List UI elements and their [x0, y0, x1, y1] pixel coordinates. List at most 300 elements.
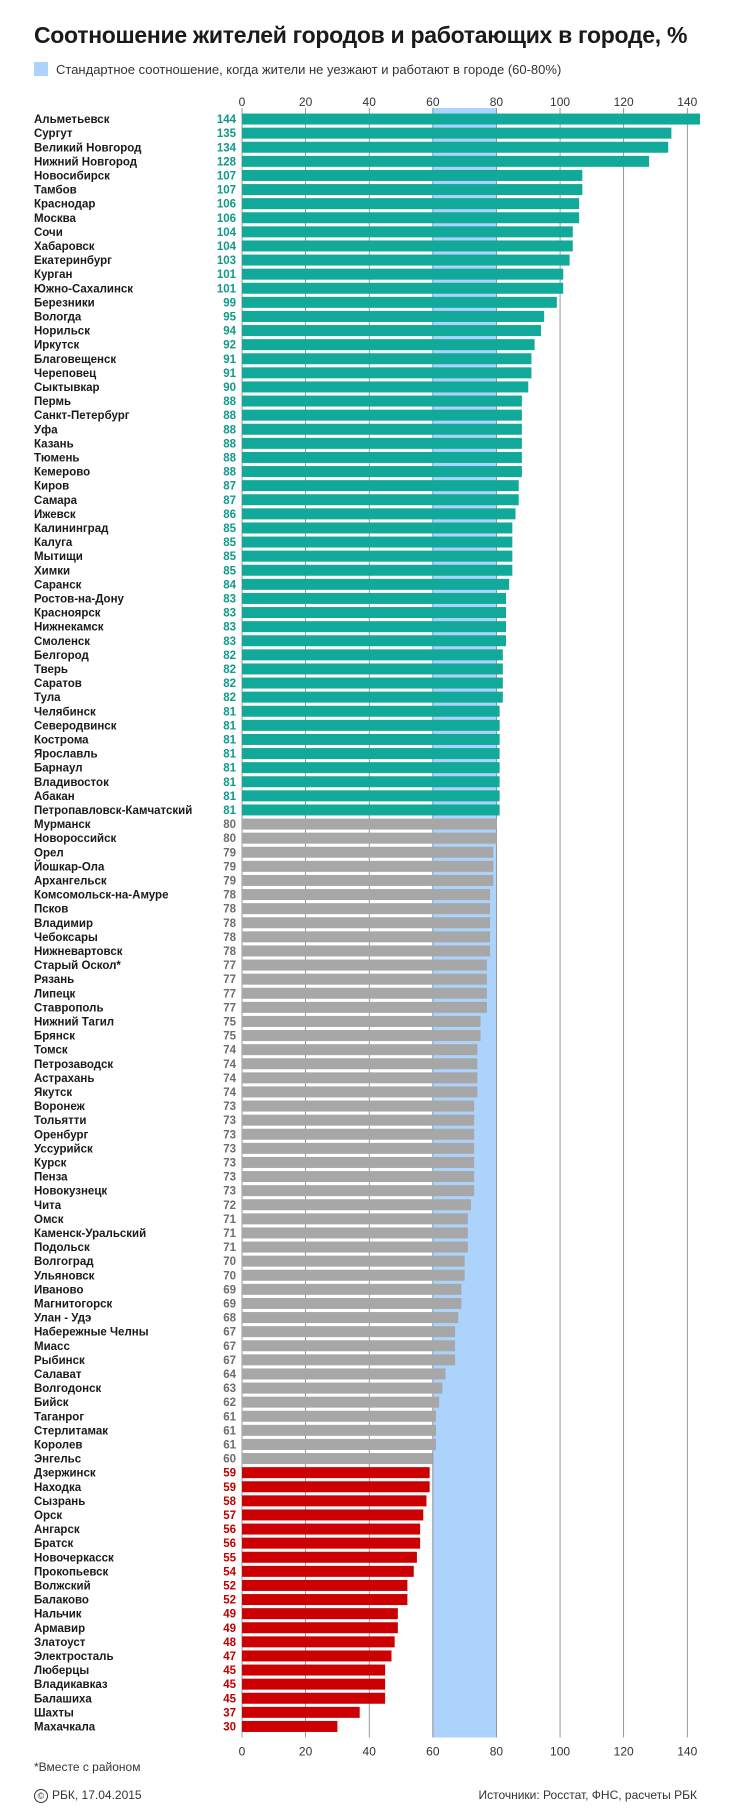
value-label: 72 [223, 1199, 236, 1212]
category-label: Салават [34, 1369, 82, 1381]
bar [242, 734, 500, 745]
bar [242, 156, 649, 167]
value-label: 79 [223, 861, 236, 874]
value-label: 73 [223, 1115, 236, 1128]
category-label: Астрахань [34, 1072, 95, 1085]
value-label: 91 [223, 353, 236, 366]
value-label: 74 [223, 1044, 236, 1057]
value-label: 75 [223, 1030, 236, 1043]
value-label: 71 [223, 1228, 236, 1240]
bar [242, 903, 490, 914]
bar [242, 367, 531, 378]
bar [242, 297, 557, 308]
value-label: 88 [223, 410, 236, 423]
category-label: Тула [34, 692, 61, 705]
bar [242, 776, 500, 787]
value-label: 77 [223, 974, 236, 987]
bar [242, 833, 496, 844]
value-label: 92 [223, 339, 236, 352]
value-label: 78 [223, 889, 236, 902]
value-label: 73 [223, 1157, 236, 1170]
value-label: 88 [223, 452, 236, 465]
category-label: Шахты [34, 1707, 74, 1720]
bar [242, 1383, 442, 1394]
category-label: Новороссийск [34, 833, 117, 846]
bar [242, 480, 519, 491]
value-label: 69 [223, 1298, 236, 1311]
category-label: Пенза [34, 1171, 68, 1184]
value-label: 63 [223, 1383, 236, 1396]
bar [242, 931, 490, 942]
value-label: 75 [223, 1016, 236, 1029]
x-tick-label-top: 80 [489, 95, 504, 109]
category-label: Санкт-Петербург [34, 410, 130, 423]
category-label: Чебоксары [34, 931, 98, 944]
value-label: 88 [223, 466, 236, 479]
value-label: 104 [216, 241, 236, 253]
category-label: Прокопьевск [34, 1566, 109, 1579]
category-label: Орск [34, 1510, 63, 1522]
value-label: 68 [223, 1312, 236, 1325]
bar [242, 720, 500, 731]
value-label: 90 [223, 382, 236, 394]
value-label: 81 [223, 748, 236, 761]
category-label: Иваново [34, 1284, 84, 1297]
value-label: 106 [216, 212, 236, 225]
value-label: 45 [223, 1693, 236, 1706]
value-label: 52 [223, 1594, 236, 1607]
category-label: Новосибирск [34, 170, 110, 183]
bar [242, 692, 503, 703]
bar [242, 565, 512, 576]
bar [242, 170, 582, 181]
value-label: 135 [216, 128, 236, 141]
category-label: Череповец [34, 367, 97, 380]
category-label: Бийск [34, 1397, 69, 1410]
category-label: Тюмень [34, 452, 80, 465]
category-label: Калининград [34, 523, 109, 535]
bar [242, 1665, 385, 1676]
category-label: Казань [34, 438, 74, 451]
bar [242, 381, 528, 392]
bar [242, 269, 563, 280]
value-label: 88 [223, 438, 236, 451]
bar [242, 1538, 420, 1549]
category-label: Сочи [34, 226, 63, 239]
bar [242, 1129, 474, 1140]
category-label: Владикавказ [34, 1679, 108, 1692]
category-label: Магнитогорск [34, 1298, 113, 1311]
bar [242, 494, 519, 505]
category-label: Находка [34, 1481, 82, 1494]
bar [242, 579, 509, 590]
bar [242, 847, 493, 858]
category-label: Брянск [34, 1030, 75, 1043]
x-tick-label-bottom: 140 [677, 1744, 698, 1759]
category-label: Владимир [34, 917, 93, 930]
bar [242, 1580, 407, 1591]
category-label: Набережные Челны [34, 1326, 149, 1339]
bar [242, 917, 490, 928]
value-label: 82 [223, 664, 236, 676]
value-label: 83 [223, 607, 236, 620]
category-label: Рыбинск [34, 1354, 85, 1367]
x-tick-label-bottom: 80 [489, 1744, 504, 1759]
bar [242, 1101, 474, 1112]
category-label: Ульяновск [34, 1270, 95, 1283]
bar [242, 396, 522, 407]
value-label: 73 [223, 1143, 236, 1156]
category-label: Петропавловск-Камчатский [34, 805, 193, 817]
value-label: 58 [223, 1495, 236, 1508]
x-tick-label-top: 0 [238, 95, 246, 109]
value-label: 30 [223, 1721, 236, 1734]
credit-text: РБК, 17.04.2015 [52, 1788, 142, 1802]
bar [242, 593, 506, 604]
value-label: 67 [223, 1354, 236, 1367]
bar [242, 325, 541, 336]
bar [242, 988, 487, 999]
value-label: 80 [223, 833, 236, 846]
x-tick-label-top: 60 [426, 95, 440, 109]
value-label: 84 [223, 579, 236, 592]
value-label: 106 [216, 198, 236, 211]
value-label: 81 [223, 790, 236, 803]
category-label: Воронеж [34, 1101, 85, 1114]
category-label: Якутск [34, 1087, 73, 1099]
value-label: 47 [223, 1651, 236, 1663]
category-label: Северодвинск [34, 720, 117, 733]
bar [242, 1157, 474, 1168]
x-tick-label-top: 100 [550, 95, 571, 109]
category-label: Балаково [34, 1594, 89, 1607]
value-label: 78 [223, 917, 236, 930]
bar [242, 1495, 426, 1506]
category-label: Иркутск [34, 339, 80, 352]
value-label: 61 [223, 1439, 236, 1452]
bar [242, 198, 579, 209]
bar [242, 1256, 465, 1267]
category-label: Абакан [34, 790, 75, 803]
bar [242, 1707, 360, 1718]
category-label: Химки [34, 565, 71, 578]
category-label: Волжский [34, 1580, 91, 1593]
category-label: Уфа [34, 424, 58, 437]
bar [242, 804, 500, 815]
value-label: 37 [223, 1707, 236, 1720]
value-label: 77 [223, 960, 236, 973]
category-label: Ижевск [34, 508, 76, 521]
value-label: 81 [223, 776, 236, 789]
bar [242, 974, 487, 985]
bar [242, 142, 668, 153]
bar [242, 1354, 455, 1365]
bar [242, 1608, 398, 1619]
value-label: 85 [223, 565, 236, 578]
bar [242, 1242, 468, 1253]
category-label: Норильск [34, 325, 90, 338]
value-label: 128 [216, 156, 236, 169]
category-label: Самара [34, 494, 78, 507]
bar [242, 1636, 395, 1647]
bar [242, 1298, 461, 1309]
value-label: 103 [216, 255, 236, 268]
bar [242, 1594, 407, 1605]
value-label: 74 [223, 1087, 236, 1099]
bar [242, 212, 579, 223]
value-label: 82 [223, 692, 236, 705]
bar [242, 1199, 471, 1210]
bar [242, 1425, 436, 1436]
category-label: Рязань [34, 974, 75, 987]
category-label: Краснодар [34, 198, 96, 211]
value-label: 73 [223, 1185, 236, 1198]
category-label: Кострома [34, 734, 89, 747]
value-label: 55 [223, 1552, 236, 1565]
category-label: Красноярск [34, 607, 101, 620]
category-label: Волгодонск [34, 1383, 102, 1396]
bar [242, 353, 531, 364]
bar [242, 1143, 474, 1154]
value-label: 107 [216, 184, 236, 197]
category-label: Чита [34, 1199, 62, 1212]
bar [242, 184, 582, 195]
bar [242, 438, 522, 449]
bar [242, 1044, 477, 1055]
category-label: Новокузнецк [34, 1185, 108, 1198]
bar [242, 1002, 487, 1013]
bar [242, 311, 544, 322]
category-label: Екатеринбург [34, 255, 112, 268]
category-label: Ростов-на-Дону [34, 593, 124, 606]
bar [242, 1622, 398, 1633]
value-label: 52 [223, 1580, 236, 1593]
category-label: Курск [34, 1157, 67, 1170]
value-label: 56 [223, 1538, 236, 1551]
category-label: Ангарск [34, 1524, 80, 1537]
bar [242, 255, 570, 266]
bar [242, 551, 512, 562]
bar [242, 1679, 385, 1690]
bar [242, 1030, 481, 1041]
bar [242, 875, 493, 886]
category-label: Омск [34, 1213, 64, 1226]
bar [242, 1340, 455, 1351]
bar [242, 1467, 430, 1478]
bar [242, 522, 512, 533]
category-label: Липецк [34, 988, 76, 1001]
bar [242, 861, 493, 872]
bar [242, 1312, 458, 1323]
value-label: 59 [223, 1481, 236, 1494]
category-label: Йошкар-Ола [34, 861, 105, 874]
value-label: 74 [223, 1072, 236, 1085]
category-label: Тверь [34, 664, 68, 676]
value-label: 81 [223, 734, 236, 747]
value-label: 73 [223, 1101, 236, 1114]
value-label: 48 [223, 1636, 236, 1649]
bar [242, 748, 500, 759]
value-label: 101 [216, 283, 236, 296]
category-label: Березники [34, 297, 95, 310]
category-label: Киров [34, 480, 70, 493]
bar [242, 1072, 477, 1083]
x-tick-label-bottom: 20 [298, 1744, 313, 1759]
category-label: Владивосток [34, 776, 109, 789]
category-label: Электросталь [34, 1651, 114, 1663]
category-label: Благовещенск [34, 353, 117, 366]
bar [242, 1058, 477, 1069]
value-label: 45 [223, 1665, 236, 1678]
sources: Источники: Росстат, ФНС, расчеты РБК [478, 1788, 697, 1802]
category-label: Стерлитамак [34, 1425, 108, 1438]
category-label: Братск [34, 1538, 74, 1551]
value-label: 73 [223, 1171, 236, 1184]
value-label: 77 [223, 1002, 236, 1015]
bar [242, 1721, 337, 1732]
category-label: Старый Оскол* [34, 960, 121, 973]
bar [242, 1650, 391, 1661]
category-label: Нижний Новгород [34, 156, 138, 169]
category-label: Таганрог [34, 1411, 85, 1424]
value-label: 87 [223, 480, 236, 493]
category-label: Нижний Тагил [34, 1016, 115, 1029]
category-label: Королев [34, 1439, 83, 1452]
bar [242, 678, 503, 689]
value-label: 134 [216, 142, 236, 155]
category-label: Южно-Сахалинск [34, 283, 134, 296]
bar [242, 762, 500, 773]
bar [242, 621, 506, 632]
bar [242, 410, 522, 421]
value-label: 80 [223, 819, 236, 832]
value-label: 81 [223, 706, 236, 719]
category-label: Саранск [34, 579, 82, 592]
category-label: Кемерово [34, 466, 91, 479]
bar [242, 283, 563, 294]
bar [242, 1171, 474, 1182]
category-label: Златоуст [34, 1636, 86, 1649]
value-label: 79 [223, 875, 236, 888]
bar [242, 114, 700, 125]
value-label: 104 [216, 226, 236, 239]
value-label: 67 [223, 1326, 236, 1339]
category-label: Энгельс [34, 1453, 82, 1466]
bar [242, 1270, 465, 1281]
value-label: 107 [216, 170, 236, 183]
bar [242, 1368, 446, 1379]
bar [242, 1397, 439, 1408]
bar [242, 1566, 414, 1577]
value-label: 62 [223, 1397, 236, 1410]
x-tick-label-bottom: 40 [362, 1744, 376, 1759]
bar [242, 819, 496, 830]
value-label: 87 [223, 494, 236, 507]
value-label: 85 [223, 537, 236, 550]
bar [242, 424, 522, 435]
category-label: Томск [34, 1044, 68, 1057]
copyright-icon: © [34, 1789, 48, 1803]
category-label: Москва [34, 212, 76, 225]
value-label: 54 [223, 1566, 236, 1579]
category-label: Улан - Удэ [34, 1312, 92, 1325]
bar [242, 1693, 385, 1704]
bar [242, 1016, 481, 1027]
category-label: Сыктывкар [34, 382, 100, 394]
category-label: Армавир [34, 1622, 86, 1635]
value-label: 85 [223, 523, 236, 535]
bar [242, 508, 516, 519]
bar [242, 663, 503, 674]
bar [242, 537, 512, 548]
category-label: Тольятти [34, 1115, 87, 1128]
value-label: 79 [223, 847, 236, 860]
bar [242, 1284, 461, 1295]
value-label: 49 [223, 1622, 236, 1635]
value-label: 82 [223, 649, 236, 662]
category-label: Альметьевск [34, 114, 110, 127]
bar [242, 1326, 455, 1337]
category-label: Ставрополь [34, 1002, 104, 1015]
value-label: 83 [223, 635, 236, 648]
bar [242, 1185, 474, 1196]
category-label: Курган [34, 269, 73, 282]
category-label: Челябинск [34, 706, 96, 719]
category-label: Каменск-Уральский [34, 1228, 147, 1240]
category-label: Калуга [34, 537, 73, 550]
category-label: Орел [34, 847, 64, 860]
bar [242, 452, 522, 463]
value-label: 70 [223, 1256, 236, 1269]
value-label: 78 [223, 903, 236, 916]
category-label: Псков [34, 903, 69, 916]
category-label: Дзержинск [34, 1467, 96, 1480]
bar [242, 1086, 477, 1097]
bar [242, 240, 573, 251]
value-label: 60 [223, 1453, 236, 1466]
bar [242, 790, 500, 801]
value-label: 59 [223, 1467, 236, 1480]
bar [242, 1524, 420, 1535]
value-label: 64 [223, 1369, 236, 1381]
category-label: Нижнекамск [34, 621, 104, 634]
category-label: Волгоград [34, 1256, 94, 1269]
bar [242, 635, 506, 646]
category-label: Махачкала [34, 1721, 96, 1734]
category-label: Оренбург [34, 1129, 89, 1142]
value-label: 78 [223, 946, 236, 958]
category-label: Хабаровск [34, 241, 95, 253]
value-label: 94 [223, 325, 236, 338]
bar [242, 128, 671, 139]
category-label: Великий Новгород [34, 142, 142, 155]
category-label: Подольск [34, 1242, 90, 1255]
value-label: 61 [223, 1425, 236, 1438]
bar [242, 1213, 468, 1224]
bar [242, 466, 522, 477]
bar [242, 706, 500, 717]
category-label: Нальчик [34, 1608, 82, 1621]
value-label: 83 [223, 593, 236, 606]
bar [242, 960, 487, 971]
value-label: 88 [223, 424, 236, 437]
value-label: 86 [223, 508, 236, 521]
value-label: 144 [216, 114, 236, 127]
value-label: 81 [223, 762, 236, 775]
bar [242, 1411, 436, 1422]
bar [242, 945, 490, 956]
bar [242, 607, 506, 618]
